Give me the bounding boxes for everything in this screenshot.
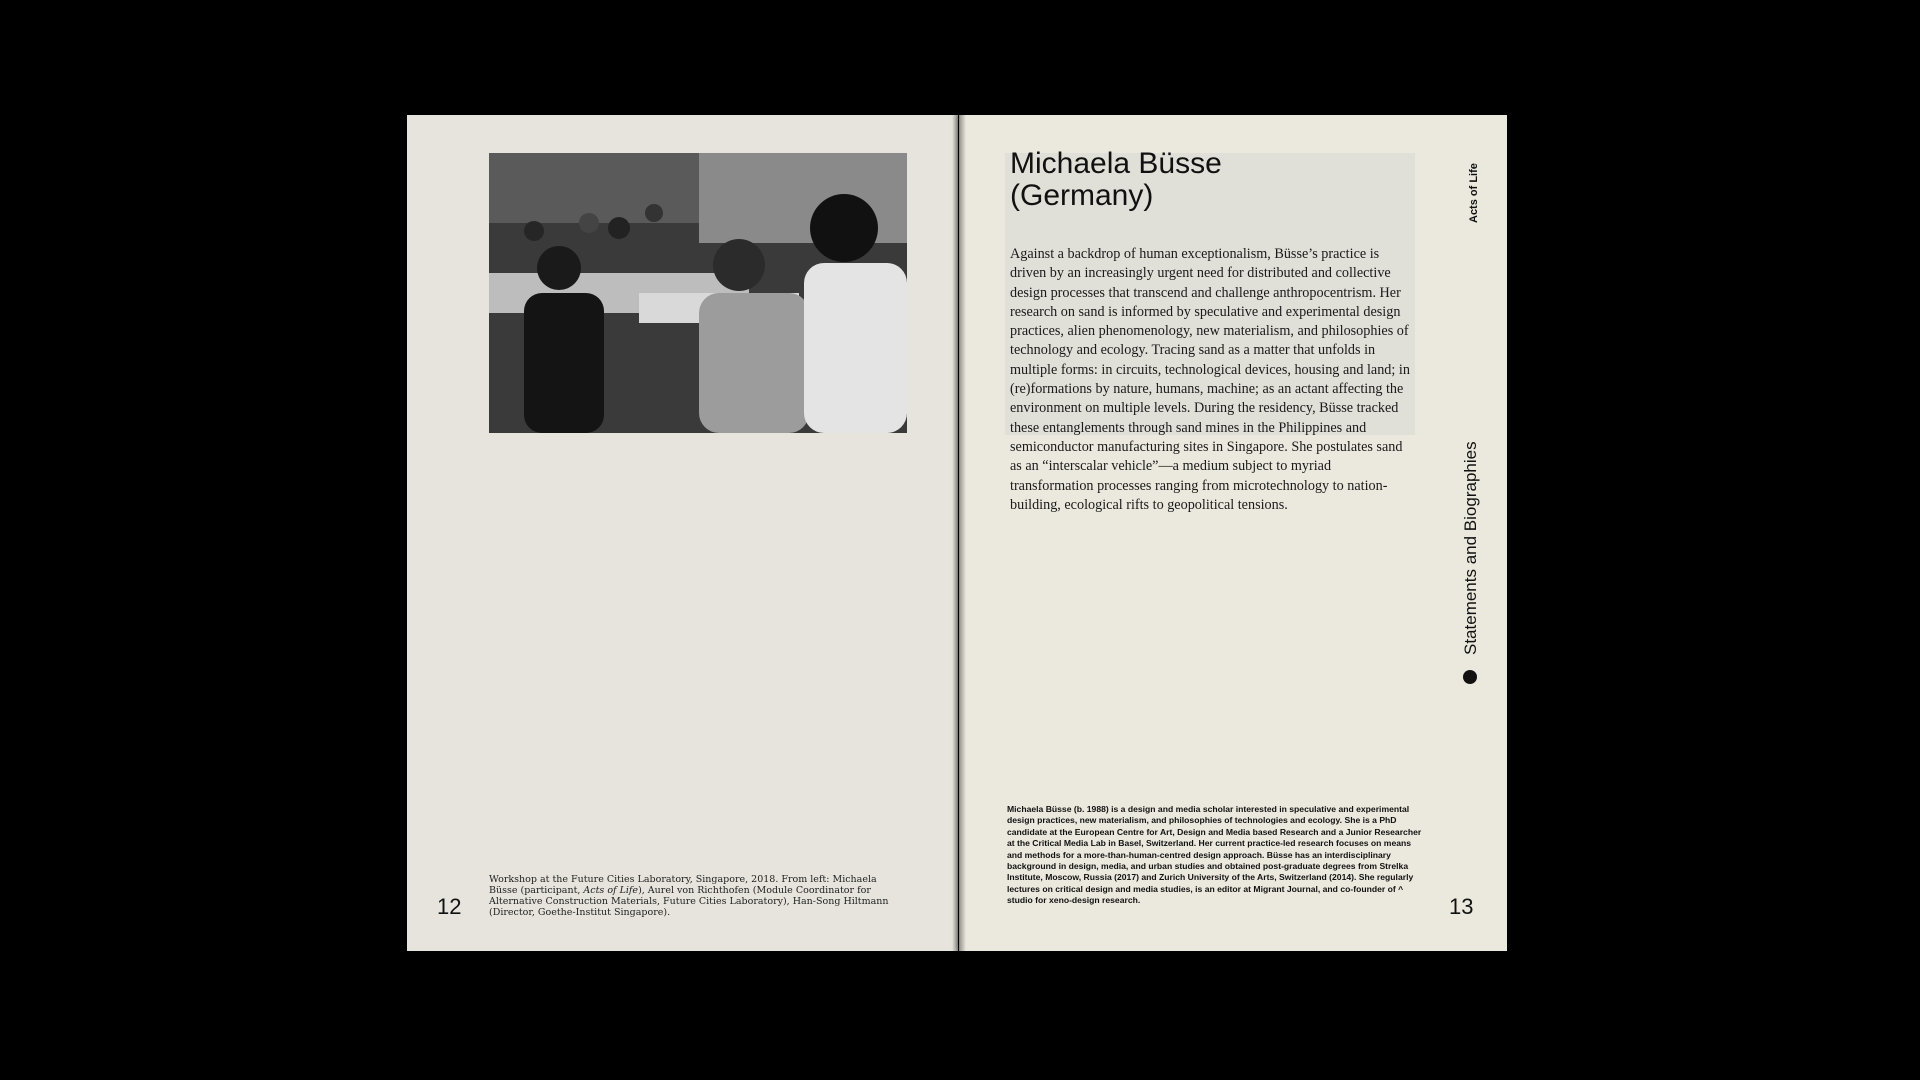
left-page bbox=[407, 115, 958, 951]
workshop-photo bbox=[489, 153, 907, 433]
title-name: Michaela Büsse bbox=[1010, 147, 1222, 180]
page-number-left: 12 bbox=[437, 894, 462, 919]
page-title bbox=[1010, 148, 1222, 212]
right-page bbox=[959, 115, 1507, 951]
page-number-right: 13 bbox=[1449, 894, 1474, 919]
statement-text: Against a backdrop of human exceptionalism, Büsse’s practice is driven by an increasingly urgent need for distributed and collective design processes that transcend and challenge anthropocentrism. Her research on sand is informed by speculative and experimental design practices, alien phenomenology, new materialism, and philosophies of technology and ecology. Tracing sand as a matter that unfolds in multiple forms: in circuits, technological devices, housing and land; in (re)formations by nature, humans, machine; as an actant affecting the environment on multiple levels. During the residency, Büsse tracked these entanglements through sand mines in the Philippines and semiconductor manufacturing sites in Singapore. She postulates sand as an “interscalar vehicle”—a medium subject to myriad transformation processes ranging from microtechnology to nation-building, ecological rifts to geopolitical tensions. bbox=[1010, 246, 1410, 513]
series-label: Acts of Life bbox=[1468, 163, 1480, 223]
photo-caption bbox=[489, 874, 899, 918]
caption-text-end: ), Aurel von Richthofen (Module Coordinator for Alternative Construction Materials, Future Cities Laboratory), Han-Song Hiltmann (Director, Goethe-Institut Singapore). bbox=[489, 885, 889, 918]
section-label: Statements and Biographies bbox=[1461, 441, 1480, 655]
caption-text: Workshop at the Future Cities Laboratory, Singapore, 2018. From left: Michaela Büsse (participant, bbox=[489, 874, 877, 896]
book-gutter bbox=[952, 115, 966, 951]
title-country: (Germany) bbox=[1010, 179, 1154, 212]
running-header-section bbox=[1457, 395, 1487, 755]
section-dot-icon bbox=[1463, 670, 1477, 684]
caption-italic-title: Acts of Life bbox=[583, 885, 639, 896]
running-header-series bbox=[1464, 153, 1484, 233]
biography-text: Michaela Büsse (b. 1988) is a design and media scholar interested in speculative and experimental design practices, new materialism, and philosophies of technologies and ecology. She is a PhD candidate at the European Centre for Art, Design and Media based Research and a Junior Researcher at the Critical Media Lab in Basel, Switzerland. Her current practice-led research focuses on means and methods for a more-than-human-centred design approach. Büsse has an interdisciplinary background in design, media, and urban studies and obtained post-graduate degrees from Strelka Institute, Moscow, Russia (2017) and Zurich University of the Arts, Switzerland (2014). She regularly lectures on critical design and media studies, is an editor at Migrant Journal, and co-founder of ^ studio for xeno-design research. bbox=[1007, 804, 1422, 906]
